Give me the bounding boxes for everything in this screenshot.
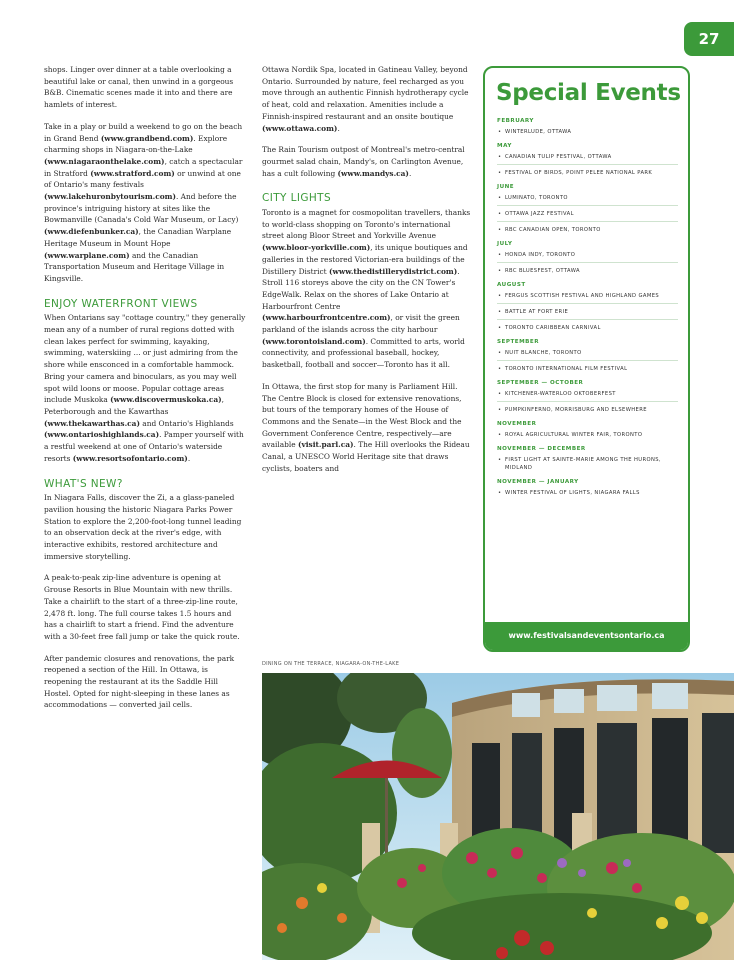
event-item: • BATTLE AT FORT ERIE bbox=[497, 308, 678, 320]
section-heading-city-lights: CITY LIGHTS bbox=[262, 192, 332, 205]
section-heading-whats-new: WHAT'S NEW? bbox=[44, 477, 123, 490]
link[interactable]: (www.torontoisland.com) bbox=[262, 336, 366, 346]
page-number-tab bbox=[684, 22, 734, 56]
paragraph: Ottawa Nordik Spa, located in Gatineau Valley, beyond Ontario. Surrounded by nature, feel recharged as you move through an authentic Finnish hydrotherapy cycle of heat, cold and relaxation. Amenities include a Finnish-inspired restaurant and an onsite boutique (www.ottawa.com). bbox=[262, 65, 469, 133]
link[interactable]: (www.discovermuskoka.ca) bbox=[110, 395, 222, 405]
link[interactable]: (www.resortsofontario.com) bbox=[72, 453, 188, 463]
special-events-title: Special Events bbox=[496, 80, 681, 106]
event-item: • WINTER FESTIVAL OF LIGHTS, NIAGARA FALLS bbox=[497, 489, 678, 497]
photo-caption: DINING ON THE TERRACE, NIAGARA-ON-THE-LAKE bbox=[262, 661, 400, 667]
event-item: • RBC CANADIAN OPEN, TORONTO bbox=[497, 226, 678, 234]
link[interactable]: (www.thedistillerydistrict.com) bbox=[328, 266, 458, 276]
event-item: • ROYAL AGRICULTURAL WINTER FAIR, TORONTO bbox=[497, 431, 678, 439]
event-month: NOVEMBER bbox=[497, 421, 537, 427]
terrace-photo bbox=[262, 673, 734, 960]
link[interactable]: (www.niagaraonthelake.com) bbox=[44, 156, 165, 166]
event-month: SEPTEMBER — OCTOBER bbox=[497, 380, 584, 386]
event-item: • KITCHENER-WATERLOO OKTOBERFEST bbox=[497, 390, 678, 402]
event-item: • TORONTO INTERNATIONAL FILM FESTIVAL bbox=[497, 365, 678, 373]
event-item: • PUMPKINFERNO, MORRISBURG AND ELSEWHERE bbox=[497, 406, 678, 414]
paragraph: shops. Linger over dinner at a table overlooking a beautiful lake or canal, then unwind in a gorgeous B&B. Cinematic scenes made it into and there are hamlets of interest. bbox=[44, 65, 234, 110]
link[interactable]: (visit.parl.ca) bbox=[297, 440, 354, 450]
link[interactable]: (www.mandys.ca) bbox=[337, 168, 409, 178]
events-list bbox=[485, 106, 688, 497]
paragraph: When Ontarians say "cottage country," they generally mean any of a number of rural regions dotted with clean lakes perfect for swimming, kayaking, swimming, waterskiing ... or just admiring from the shore while ensconced in a comfortable hammock. Bring your camera and binoculars, as you may well spot wild loons or moose. Popular cottage areas include Muskoka (www.discovermuskoka.ca), Peterborough and the Kawarthas (www.thekawarthas.ca) and Ontario's Highlands (www.ontarioshighlands.ca). Pamper yourself with a restful weekend at one of Ontario's waterside resorts (www.resortsofontario.com). bbox=[44, 313, 246, 463]
article-column-2 bbox=[262, 64, 472, 485]
event-month: FEBRUARY bbox=[497, 118, 534, 124]
event-item: • RBC BLUESFEST, OTTAWA bbox=[497, 267, 678, 275]
link[interactable]: (www.diefenbunker.ca) bbox=[44, 227, 139, 237]
events-footer-link[interactable]: www.festivalsandeventsontario.ca bbox=[485, 622, 688, 650]
link[interactable]: (www.grandbend.com) bbox=[100, 133, 194, 143]
paragraph: In Niagara Falls, discover the Zi, a a glass-paneled pavilion housing the historic Niagara Parks Power Station to explore the 2,200-foot-long tunnel leading to an observation deck at the river's edge, with interactive exhibits, restored architecture and immersive storytelling. bbox=[44, 493, 242, 561]
event-item: • WINTERLUDE, OTTAWA bbox=[497, 128, 678, 136]
event-month: JUNE bbox=[497, 184, 515, 190]
event-item: • FESTIVAL OF BIRDS, POINT PELEE NATIONAL PARK bbox=[497, 169, 678, 177]
paragraph: After pandemic closures and renovations, the park reopened a section of the Hill. In Ottawa, is reopening the restaurant at its the Saddle Hill Hostel. Opted for night-sleeping in these lanes as accommodations — converted jail cells. bbox=[44, 653, 235, 710]
paragraph: In Ottawa, the first stop for many is Parliament Hill. The Centre Block is closed for extensive renovations, but tours of the temporary homes of the House of Commons and the Senate—in the West Block and the Government Conference Centre, respectively—are available (visit.parl.ca). The Hill overlooks the Rideau Canal, a UNESCO World Heritage site that draws cyclists, boaters and bbox=[262, 381, 470, 473]
paragraph: Toronto is a magnet for cosmopolitan travellers, thanks to world-class shopping on Toronto's international street along Bloor Street and Yorkville Avenue (www.bloor-yorkville.com), its unique boutiques and galleries in the restored Victorian-era buildings of the Distillery District (www.thedistillerydistrict.com). Stroll 116 storeys above the city on the CN Tower's EdgeWalk. Relax on the shores of Lake Ontario at Harbourfront Centre (www.harbourfrontcentre.com), or visit the green parkland of the islands across the city harbour (www.torontoisland.com). Committed to arts, world connectivity, and professional baseball, hockey, basketball, football and soccer—Toronto has it all. bbox=[262, 208, 471, 370]
link[interactable]: (www.lakehuronbytourism.com) bbox=[44, 192, 176, 202]
event-item: • TORONTO CARIBBEAN CARNIVAL bbox=[497, 324, 678, 332]
event-item: • CANADIAN TULIP FESTIVAL, OTTAWA bbox=[497, 153, 678, 165]
event-item: • LUMINATO, TORONTO bbox=[497, 194, 678, 206]
terrace-photo-image bbox=[262, 673, 734, 960]
paragraph: A peak-to-peak zip-line adventure is opening at Grouse Resorts in Blue Mountain with new thrills. Take a chairlift to the start of a three-zip-line route, 2,478 ft. long. The full course takes 1.5 hours and has a chairlift to start a friend. Find the adventure with a 30-feet free fall jump or take the quick route. bbox=[44, 573, 240, 641]
event-month: NOVEMBER — DECEMBER bbox=[497, 446, 586, 452]
event-month: AUGUST bbox=[497, 282, 526, 288]
link[interactable]: (www.bloor-yorkville.com) bbox=[262, 243, 371, 253]
event-item: • FIRST LIGHT AT SAINTE-MARIE AMONG THE HURONS, MIDLAND bbox=[497, 456, 678, 472]
link[interactable]: (www.ontarioshighlands.ca) bbox=[44, 430, 160, 440]
event-item: • OTTAWA JAZZ FESTIVAL bbox=[497, 210, 678, 222]
paragraph: The Rain Tourism outpost of Montreal's metro-central gourmet salad chain, Mandy's, on Carlington Avenue, has a cult following (www.mandys.ca). bbox=[262, 145, 465, 178]
event-month: MAY bbox=[497, 143, 512, 149]
special-events-box bbox=[483, 66, 690, 652]
article-column-1 bbox=[44, 64, 246, 721]
link[interactable]: (www.ottawa.com) bbox=[262, 123, 338, 133]
event-item: • HONDA INDY, TORONTO bbox=[497, 251, 678, 263]
page-number: 27 bbox=[698, 30, 720, 48]
link[interactable]: (www.warplane.com) bbox=[44, 250, 130, 260]
event-item: • FERGUS SCOTTISH FESTIVAL AND HIGHLAND GAMES bbox=[497, 292, 678, 304]
paragraph: Take in a play or build a weekend to go on the beach in Grand Bend (www.grandbend.com). Explore charming shops in Niagara-on-the-Lake (www.niagaraonthelake.com), catch a spectacular in Stratford (www.stratford.com) or unwind at one of Ontario's many festivals (www.lakehuronbytourism.com). And before the province's intriguing history at sites like the Bowmanville (Canada's Cold War Museum, or Lacy) (www.diefenbunker.ca), the Canadian Warplane Heritage Museum in Mount Hope (www.warplane.com) and the Canadian Transportation Museum and Heritage Village in Kingsville. bbox=[44, 121, 243, 283]
section-heading-waterfront: ENJOY WATERFRONT VIEWS bbox=[44, 297, 198, 310]
link[interactable]: (www.thekawarthas.ca) bbox=[44, 418, 140, 428]
event-item: • NUIT BLANCHE, TORONTO bbox=[497, 349, 678, 361]
event-month: JULY bbox=[497, 241, 513, 247]
link[interactable]: (www.stratford.com) bbox=[90, 168, 175, 178]
link[interactable]: (www.harbourfrontcentre.com) bbox=[262, 313, 391, 323]
event-month: SEPTEMBER bbox=[497, 339, 540, 345]
event-month: NOVEMBER — JANUARY bbox=[497, 479, 579, 485]
